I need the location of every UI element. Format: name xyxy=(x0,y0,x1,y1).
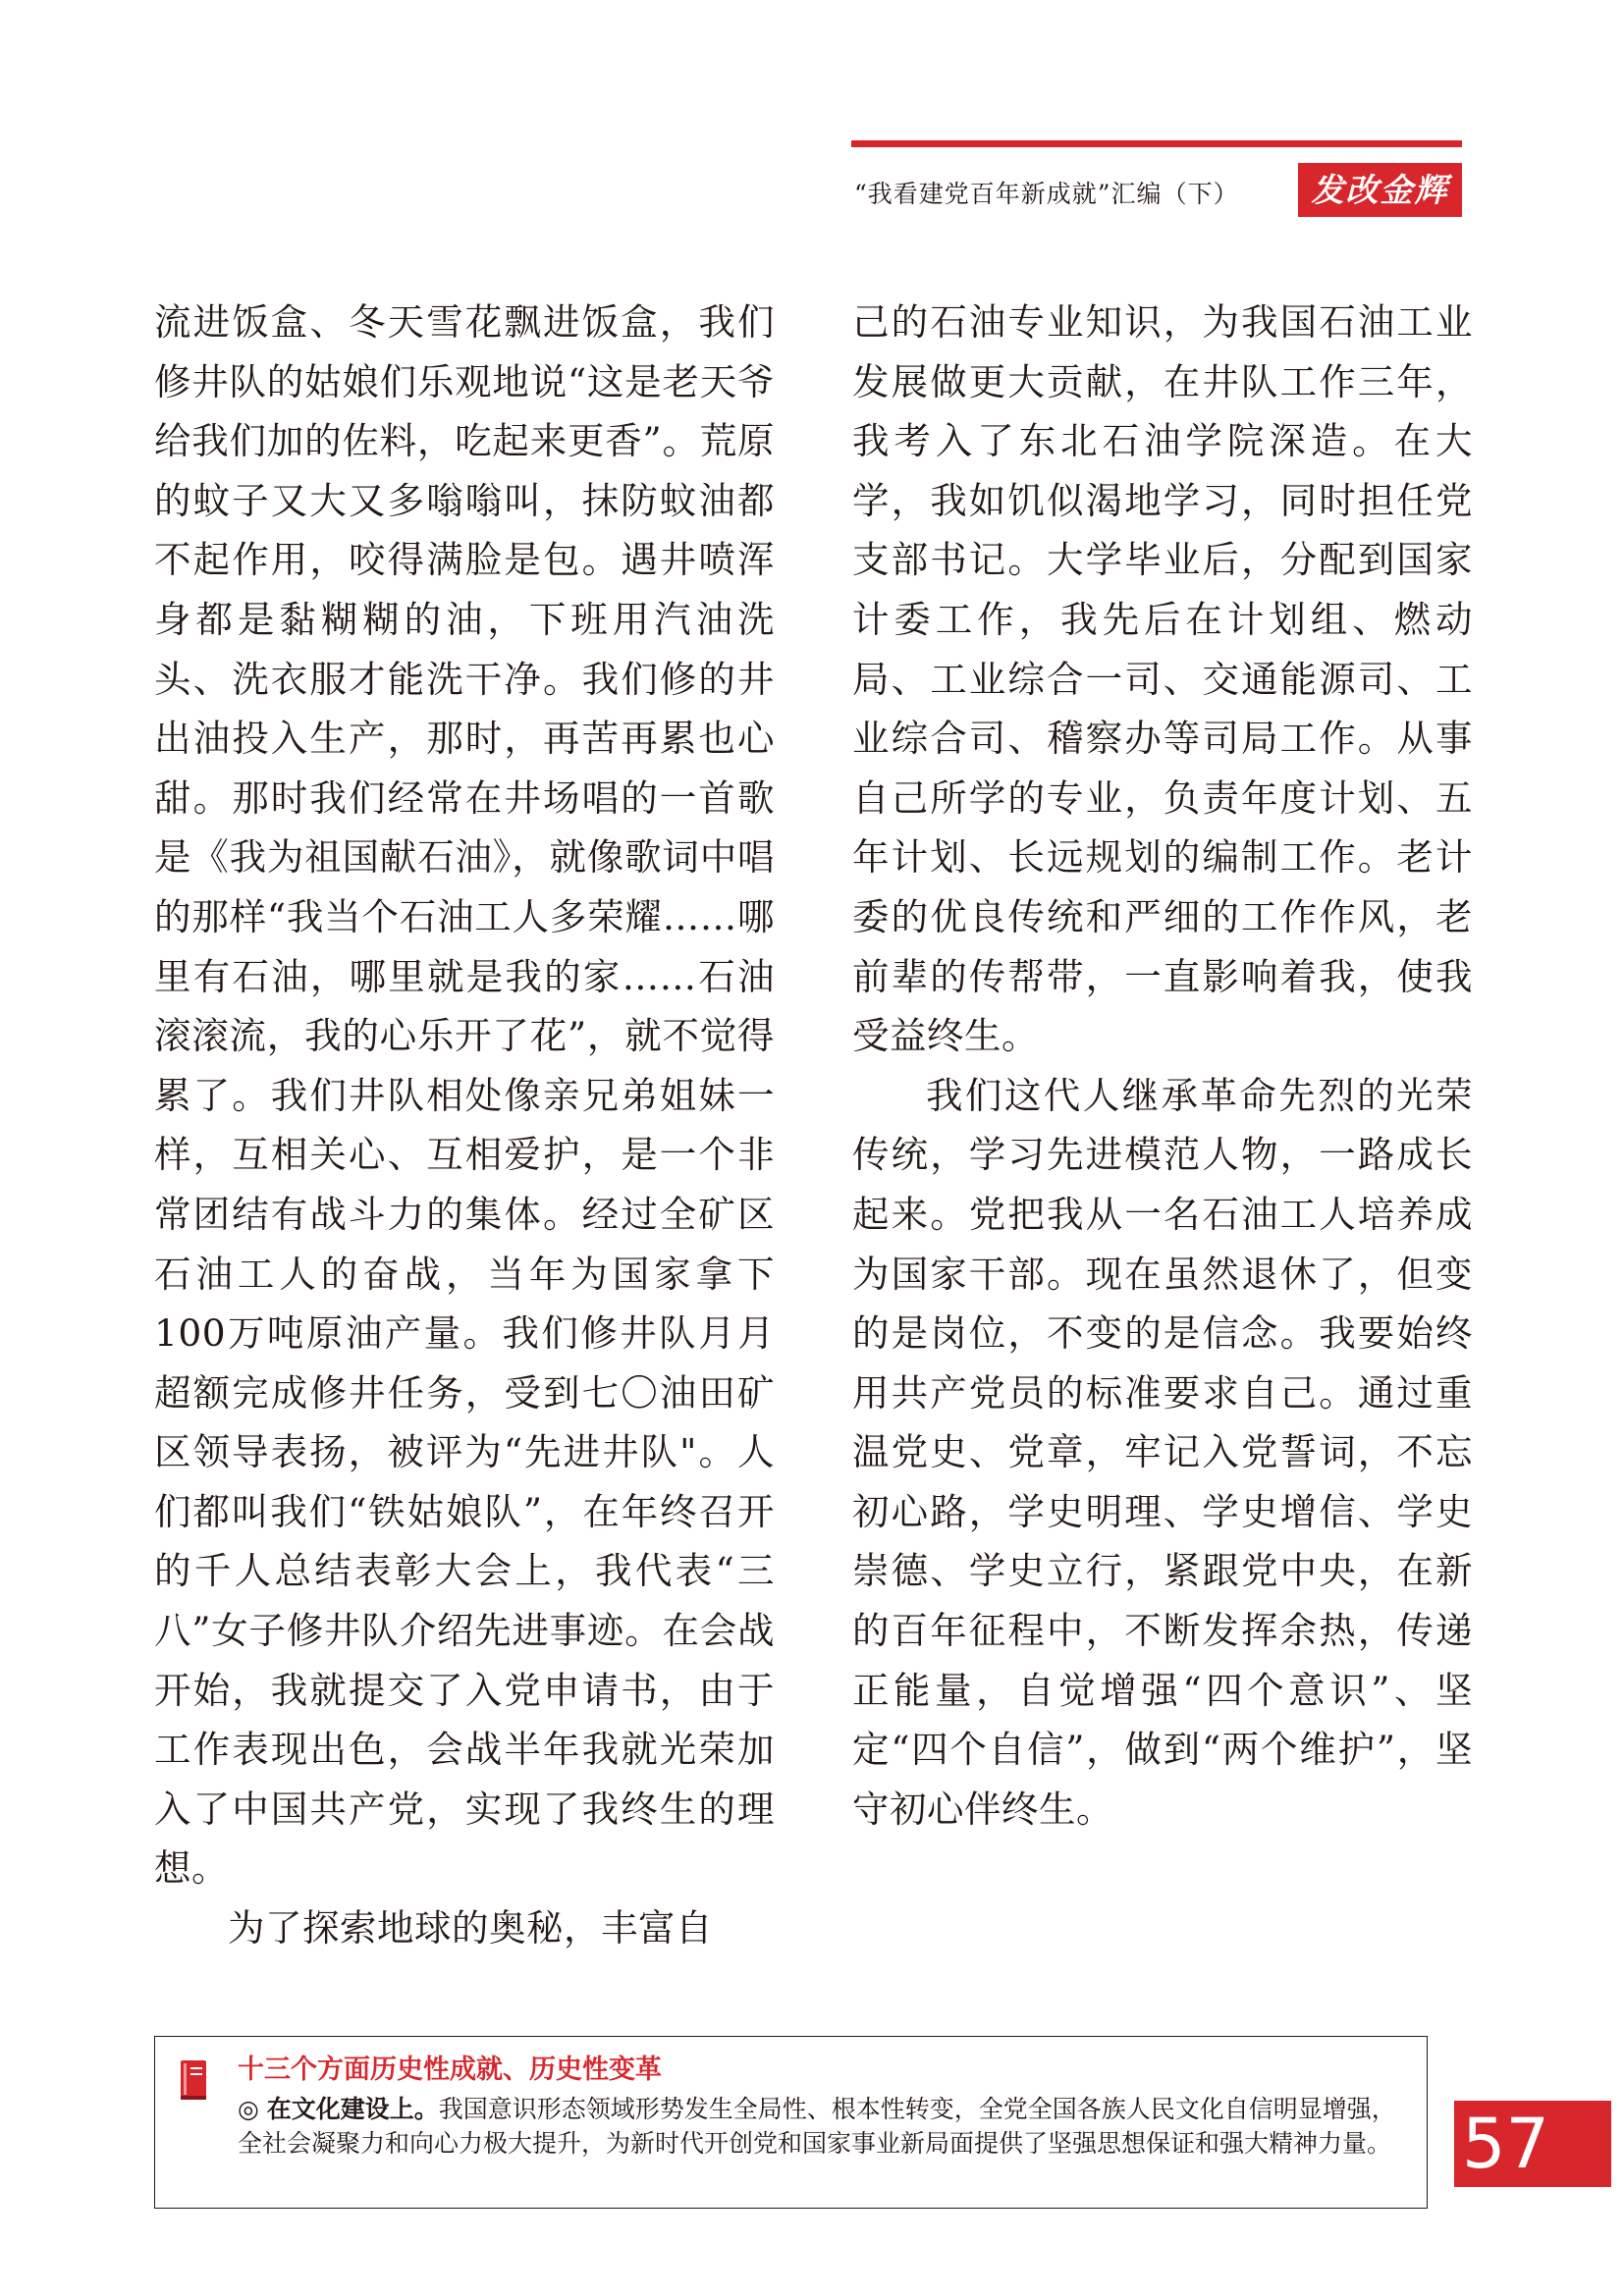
footer-bullet: ◎ xyxy=(238,2095,259,2123)
right-paragraph-2: 我们这代人继承革命先烈的光荣传统，学习先进模范人物，一路成长起来。党把我从一名石油工人培养成为国家干部。现在虽然退休了，但变的是岗位，不变的是信念。我要始终用共产党员的标准要求自己。通过重温党史、党章，牢记入党誓词，不忘初心路，学史明理、学史增信、学史崇德、学史立行，紧跟党中央，在新的百年征程中，不断发挥余热，传递正能量，自觉增强“四个意识”、坚定“四个自信”，做到“两个维护”，坚守初心伴终生。 xyxy=(852,1073,1473,1831)
header-rule xyxy=(851,140,1462,147)
header-subtitle: “我看建党百年新成就”汇编（下） xyxy=(854,180,1239,208)
footer-lead: 在文化建设上。 xyxy=(266,2095,439,2123)
footer-text: 我国意识形态领域形势发生全局性、根本性转变，全党全国各族人民文化自信明显增强，全社会凝聚力和向心力极大提升，为新时代开创党和国家事业新局面提供了坚强思想保证和强大精神力量。 xyxy=(238,2095,1396,2158)
footer-title: 十三个方面历史性成就、历史性变革 xyxy=(238,2055,662,2085)
left-column xyxy=(154,293,775,1958)
left-paragraph-1: 流进饭盒、冬天雪花飘进饭盒，我们修井队的姑娘们乐观地说“这是老天爷给我们加的佐料，吃起来更香”。荒原的蚊子又大又多嗡嗡叫，抹防蚊油都不起作用，咬得满脸是包。遇井喷浑身都是黏糊糊的油，下班用汽油洗头、洗衣服才能洗干净。我们修的井出油投入生产，那时，再苦再累也心甜。那时我们经常在井场唱的一首歌是《我为祖国献石油》，就像歌词中唱的那样“我当个石油工人多荣耀……哪里有石油，哪里就是我的家……石油滚滚流，我的心乐开了花”，就不觉得累了。我们井队相处像亲兄弟姐妹一样，互相关心、互相爱护，是一个非常团结有战斗力的集体。经过全矿区石油工人的奋战，当年为国家拿下100万吨原油产量。我们修井队月月超额完成修井任务，受到七〇油田矿区领导表扬，被评为“先进井队"。人们都叫我们“铁姑娘队”，在年终召开的千人总结表彰大会上，我代表“三八”女子修井队介绍先进事迹。在会战开始，我就提交了入党申请书，由于工作表现出色，会战半年我就光荣加入了中国共产党，实现了我终生的理想。 xyxy=(154,300,775,1891)
right-paragraph-1: 己的石油专业知识，为我国石油工业发展做更大贡献，在井队工作三年，我考入了东北石油学院深造。在大学，我如饥似渴地学习，同时担任党支部书记。大学毕业后，分配到国家计委工作，我先后在计划组、燃动局、工业综合一司、交通能源司、工业综合司、稽察办等司局工作。从事自己所学的专业，负责年度计划、五年计划、长远规划的编制工作。老计委的优良传统和严细的工作作风，老前辈的传帮带，一直影响着我，使我受益终生。 xyxy=(852,300,1473,1058)
page-number: 57 xyxy=(1454,2101,1611,2187)
left-paragraph-2: 为了探索地球的奥秘，丰富自 xyxy=(228,1906,713,1950)
right-column xyxy=(852,293,1473,1839)
footer-callout xyxy=(154,2036,1428,2209)
header-brand-badge: 发改金辉 xyxy=(1298,163,1462,217)
footer-body xyxy=(238,2092,1406,2161)
book-icon xyxy=(179,2058,210,2102)
